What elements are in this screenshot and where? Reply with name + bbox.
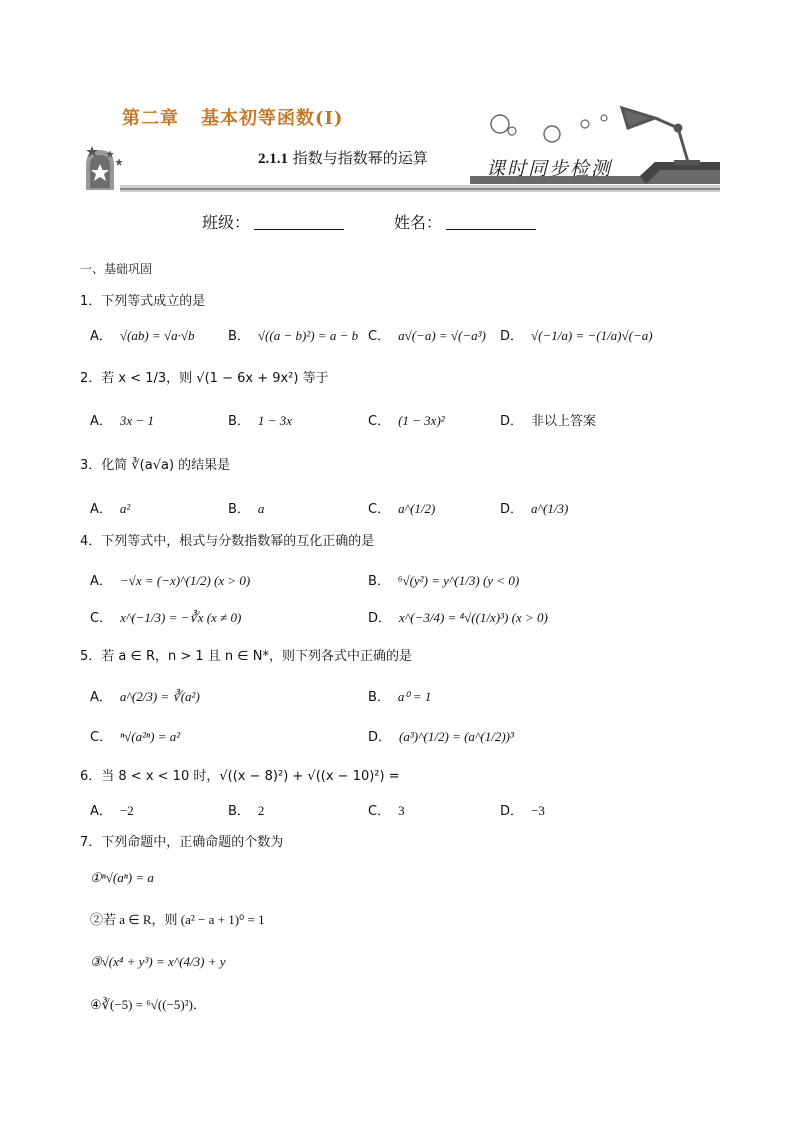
class-blank[interactable]	[254, 214, 344, 230]
option-c: C． x^(−1/3) = −∛x (x ≠ 0)	[90, 610, 242, 626]
proposition-2: ②若 a ∈ R，则 (a² − a + 1)⁰ = 1	[90, 912, 265, 927]
option-d: D． (a³)^(1/2) = (a^(1/2))³	[368, 729, 514, 745]
question-stem: 3．化简 ∛(a√a) 的结果是	[80, 458, 231, 473]
option-d: D． −3	[500, 803, 545, 819]
option-a: A． a²	[90, 501, 131, 517]
proposition-3: ③√(x⁴ + y³) = x^(4/3) + y	[90, 954, 226, 969]
section-title: 指数与指数幂的运算	[292, 149, 428, 167]
chapter-heading	[122, 104, 343, 130]
question-stem: 4．下列等式中，根式与分数指数幂的互化正确的是	[80, 534, 375, 549]
option-a: A． 3x − 1	[90, 413, 154, 429]
desk-lamp-icon	[622, 108, 700, 165]
option-a: A． √(ab) = √a·√b	[90, 328, 195, 344]
option-b: B． a	[228, 501, 265, 517]
option-a: A． a^(2/3) = ∛(a²)	[90, 689, 200, 705]
chapter-number: 第二章	[122, 108, 179, 129]
option-a: A． −√x = (−x)^(1/2) (x > 0)	[90, 573, 251, 589]
question-stem: 7．下列命题中，正确命题的个数为	[80, 835, 284, 850]
class-field	[202, 210, 344, 233]
option-c: C． a^(1/2)	[368, 501, 436, 517]
proposition-1: ①ⁿ√(aⁿ) = a	[90, 870, 154, 885]
section-heading-basic: 一、基础巩固	[80, 262, 153, 276]
option-b: B． 2	[228, 803, 265, 819]
option-d: D． a^(1/3)	[500, 501, 569, 517]
option-c: C． 3	[368, 803, 405, 819]
question-stem: 5．若 a ∈ R，n > 1 且 n ∈ N*，则下列各式中正确的是	[80, 649, 412, 664]
header-decoration	[0, 0, 794, 200]
option-b: B． ⁶√(y²) = y^(1/3) (y < 0)	[368, 573, 520, 589]
name-blank[interactable]	[446, 214, 536, 230]
option-d: D． 非以上答案	[500, 414, 597, 429]
section-heading	[258, 147, 428, 168]
chapter-title: 基本初等函数(Ⅰ)	[201, 108, 344, 129]
star-badge-icon	[86, 146, 123, 190]
name-label: 姓名：	[394, 213, 443, 232]
bubble-icon	[491, 115, 509, 133]
option-b: B． 1 − 3x	[228, 413, 292, 429]
proposition-4: ④∛(−5) = ⁶√((−5)²)．	[90, 997, 206, 1012]
brand-title: 课时同步检测	[486, 158, 613, 180]
question-stem: 6．当 8 < x < 10 时，√((x − 8)²) + √((x − 10)²) =	[80, 769, 400, 784]
option-d: D． x^(−3/4) = ⁴√((1/x)³) (x > 0)	[368, 610, 548, 626]
option-a: A． −2	[90, 803, 134, 819]
option-b: B． √((a − b)²) = a − b	[228, 328, 359, 344]
option-b: B． a⁰ = 1	[368, 689, 432, 705]
question-stem: 2．若 x < 1/3，则 √(1 − 6x + 9x²) 等于	[80, 371, 329, 386]
option-d: D． √(−1/a) = −(1/a)√(−a)	[500, 328, 653, 344]
class-label: 班级：	[202, 213, 251, 232]
question-stem: 1．下列等式成立的是	[80, 294, 206, 309]
name-field	[394, 210, 536, 233]
option-c: C． (1 − 3x)²	[368, 413, 445, 429]
section-number: 2.1.1	[258, 151, 288, 167]
option-c: C． ⁿ√(a²ⁿ) = a²	[90, 729, 181, 745]
option-c: C． a√(−a) = √(−a³)	[368, 328, 486, 344]
